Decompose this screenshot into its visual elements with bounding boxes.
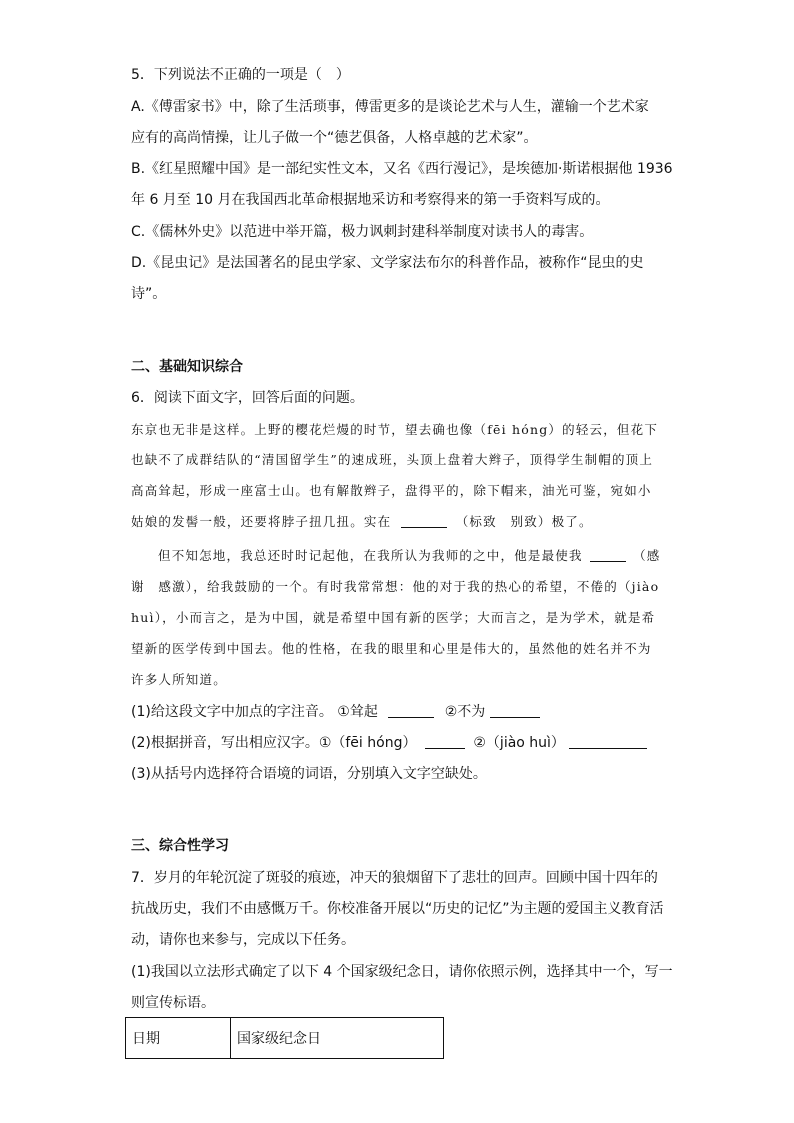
passage-line: 也缺不了成群结队的“清国留学生”的速成班，头顶上盘着大辫子，顶得学生制帽的顶上	[131, 452, 654, 467]
sq1-text: ②不为	[444, 704, 486, 720]
q5-option-d-line1: D.《昆虫记》是法国著名的昆虫学家、文学家法布尔的科普作品，被称作“昆虫的史	[131, 255, 644, 271]
q5-option-b-line2: 年 6 月至 10 月在我国西北革命根据地采访和考察得来的第一手资料写成的。	[131, 192, 610, 208]
q6-subquestion-3: (3)从括号内选择符合语境的词语，分别填入文字空缺处。	[131, 766, 487, 782]
table-header-memorial-day: 国家级纪念日	[231, 1018, 444, 1059]
q5-option-c: C.《儒林外史》以范进中举开篇，极力讽刺封建科举制度对读书人的毒害。	[131, 224, 594, 240]
sq1-text: (1)给这段文字中加点的字注音。 ①	[131, 704, 350, 720]
q5-option-d-line2: 诗”。	[131, 286, 167, 302]
q6-subquestion-2	[131, 733, 647, 753]
section-title-2: 二、基础知识综合	[131, 359, 243, 375]
sq2-text: ②（jiào huì）	[473, 735, 565, 751]
passage-text: 姑娘的发髻一般，还要将脖子扭几扭。实在	[131, 514, 392, 529]
memorial-days-table	[125, 1017, 444, 1059]
q7-subquestion-1-line2: 则宣传标语。	[131, 995, 215, 1011]
passage-line: 许多人所知道。	[131, 672, 227, 687]
q5-stem: 5．下列说法不正确的一项是（ ）	[131, 67, 350, 83]
q5-option-a-line2: 应有的高尚情操，让儿子做一个“德艺俱备，人格卓越的艺术家”。	[131, 130, 538, 146]
q7-subquestion-1-line1: (1)我国以立法形式确定了以下 4 个国家级纪念日，请你依照示例，选择其中一个，写一	[131, 964, 673, 980]
passage-line: 东京也无非是这样。上野的樱花烂熳的时节，望去确也像（fēi hóng）的轻云，但花下	[131, 422, 659, 437]
answer-blank[interactable]	[569, 734, 647, 749]
answer-blank[interactable]	[388, 703, 434, 718]
passage-text: （标致 别致）极了。	[455, 514, 593, 529]
passage-line: 高高耸起，形成一座富士山。也有解散辫子，盘得平的，除下帽来，油光可鉴，宛如小	[131, 483, 652, 498]
passage-text: 但不知怎地，我总还时时记起他，在我所认为我师的之中，他是最使我	[158, 548, 583, 563]
q5-option-b-line1: B.《红星照耀中国》是一部纪实性文本，又名《西行漫记》，是埃德加·斯诺根据他 1936	[131, 161, 673, 177]
passage-line: huì），小而言之，是为中国，就是希望中国有新的医学；大而言之，是为学术，就是希	[131, 610, 656, 625]
q7-stem-line1: 7．岁月的年轮沉淀了斑驳的痕迹，冲天的狼烟留下了悲壮的回声。回顾中国十四年的	[131, 870, 658, 886]
table-header-row	[126, 1018, 444, 1059]
q5-option-a-line1: A.《傅雷家书》中，除了生活琐事，傅雷更多的是谈论艺术与人生，灌输一个艺术家	[131, 99, 649, 115]
sq1-word: 耸起	[349, 704, 378, 720]
answer-blank[interactable]	[490, 703, 540, 718]
passage-text: （感	[633, 548, 661, 563]
q7-stem-line2: 抗战历史，我们不由感慨万千。你校准备开展以“历史的记忆”为主题的爱国主义教育活	[131, 901, 664, 917]
sq2-text: (2)根据拼音，写出相应汉字。①（fēi hóng）	[131, 735, 417, 751]
passage-line: 谢 感激），给我鼓励的一个。有时我常常想：他的对于我的热心的希望，不倦的（jiào	[131, 579, 660, 594]
q6-subquestion-1	[131, 702, 540, 722]
q7-stem-line3: 动，请你也来参与，完成以下任务。	[131, 932, 355, 948]
passage-line	[131, 512, 593, 532]
answer-blank[interactable]	[590, 547, 626, 562]
table-header-date: 日期	[126, 1018, 231, 1059]
answer-blank[interactable]	[425, 734, 465, 749]
passage-line	[158, 546, 660, 566]
answer-blank[interactable]	[401, 513, 447, 528]
passage-line: 望新的医学传到中国去。他的性格，在我的眼里和心里是伟大的，虽然他的姓名并不为	[131, 641, 652, 656]
section-title-3: 三、综合性学习	[131, 838, 229, 854]
q6-stem: 6．阅读下面文字，回答后面的问题。	[131, 390, 364, 406]
